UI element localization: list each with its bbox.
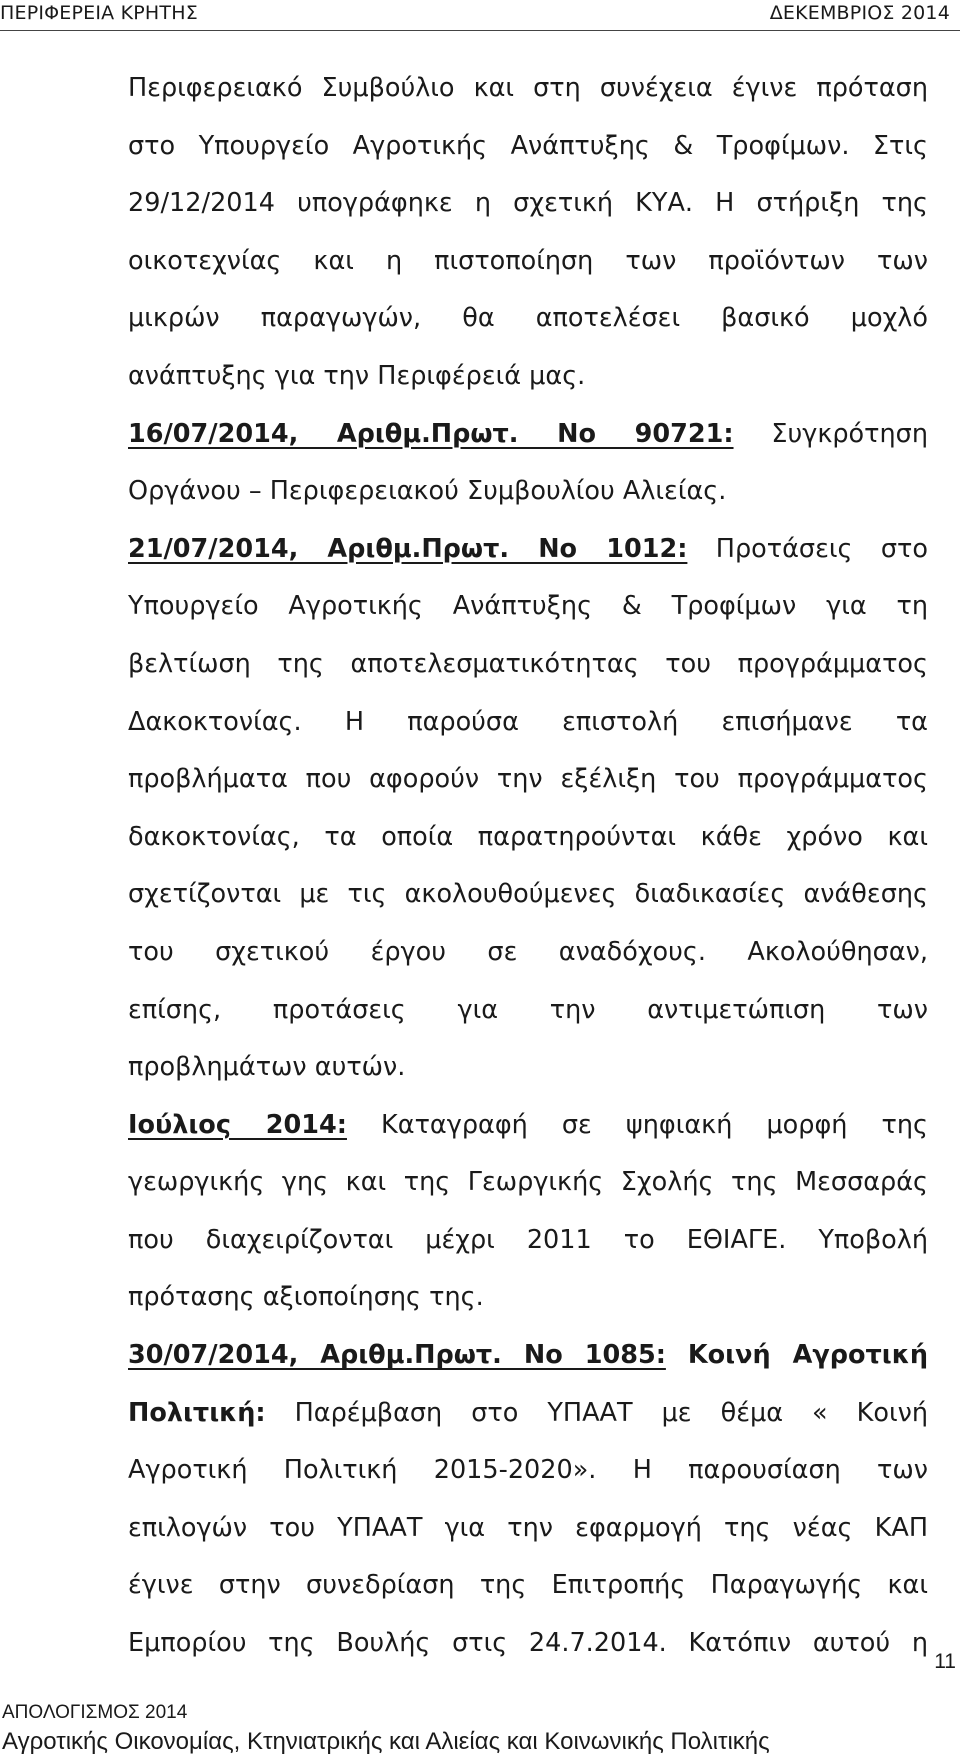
page-header xyxy=(0,0,960,31)
bullet-continuation: επίσης, προτάσεις για την αντιμετώπιση των xyxy=(128,994,928,1025)
paragraph-line: 29/12/2014 υπογράφηκε η σχετική ΚΥΑ. Η στήριξη της xyxy=(128,188,928,219)
bullet-continuation: Δακοκτονίας. Η παρούσα επιστολή επισήμανε τα xyxy=(128,706,928,737)
bullet-item-2 xyxy=(128,521,928,579)
bullet-text: Καταγραφή σε ψηφιακή μορφή της xyxy=(346,1109,928,1140)
bullet-text: Παρέμβαση στο ΥΠΑΑΤ με θέμα « Κοινή xyxy=(265,1397,928,1428)
bullet-continuation: που διαχειρίζονται μέχρι 2011 το ΕΘΙΑΓΕ. Υποβολή xyxy=(128,1224,928,1255)
paragraph-line: μικρών παραγωγών, θα αποτελέσει βασικό μοχλό xyxy=(128,303,928,334)
bullet-continuation: γεωργικής γης και της Γεωργικής Σχολής της Μεσσαράς xyxy=(128,1167,928,1198)
bullet-continuation: πρότασης αξιοποίησης της. xyxy=(128,1282,484,1313)
header-left: ΠΕΡΙΦΕΡΕΙΑ ΚΡΗΤΗΣ xyxy=(0,2,198,24)
bullet-continuation: προβλήματα που αφορούν την εξέλιξη του προγράμματος xyxy=(128,764,928,795)
bullet-reference: 21/07/2014, Αριθμ.Πρωτ. Νο 1012: xyxy=(128,533,688,564)
paragraph-line: Περιφερειακό Συμβούλιο και στη συνέχεια έγινε πρόταση xyxy=(128,73,928,103)
bullet-continuation: δακοκτονίας, τα οποία παρατηρούνται κάθε χρόνο και xyxy=(128,821,928,852)
document-body xyxy=(128,60,928,1673)
footer-title: ΑΠΟΛΟΓΙΣΜΟΣ 2014 xyxy=(2,1702,188,1723)
bullet-reference: 30/07/2014, Αριθμ.Πρωτ. Νο 1085: xyxy=(128,1340,666,1371)
bullet-continuation: προβλημάτων αυτών. xyxy=(128,1052,406,1083)
bullet-bold-text: Κοινή Αγροτική xyxy=(665,1340,928,1371)
bullet-text: Συγκρότηση xyxy=(733,418,928,449)
bullet-continuation: Αγροτική Πολιτική 2015-2020». Η παρουσίαση των xyxy=(128,1455,928,1486)
bullet-continuation: Οργάνου – Περιφερειακού Συμβουλίου Αλιείας. xyxy=(128,476,727,507)
bullet-continuation: Υπουργείο Αγροτικής Ανάπτυξης & Τροφίμων για τη xyxy=(128,591,928,622)
paragraph-line: οικοτεχνίας και η πιστοποίηση των προϊόντων των xyxy=(128,245,928,276)
bullet-continuation: σχετίζονται με τις ακολουθούμενες διαδικασίες ανάθεσης xyxy=(128,879,928,910)
page-number: 11 xyxy=(934,1650,956,1673)
paragraph-line: ανάπτυξης για την Περιφέρειά μας. xyxy=(128,360,586,391)
header-right: ΔΕΚΕΜΒΡΙΟΣ 2014 xyxy=(769,2,950,24)
footer-subtitle: Αγροτικής Οικονομίας, Κτηνιατρικής και Αλιείας και Κοινωνικής Πολιτικής xyxy=(2,1728,770,1755)
bullet-item-1 xyxy=(128,406,928,464)
bullet-continuation: έγινε στην συνεδρίαση της Επιτροπής Παραγωγής και xyxy=(128,1570,928,1601)
bullet-continuation: επιλογών του ΥΠΑΑΤ για την εφαρμογή της νέας ΚΑΠ xyxy=(128,1512,928,1543)
bullet-continuation xyxy=(128,1385,928,1443)
bullet-reference: 16/07/2014, Αριθμ.Πρωτ. Νο 90721: xyxy=(128,418,734,449)
bullet-continuation: βελτίωση της αποτελεσματικότητας του προγράμματος xyxy=(128,648,928,679)
bullet-item-3 xyxy=(128,1097,928,1155)
bullet-continuation: Εμπορίου της Βουλής στις 24.7.2014. Κατόπιν αυτού η xyxy=(128,1628,928,1659)
bullet-bold-text: Πολιτική: xyxy=(128,1397,266,1428)
bullet-reference: Ιούλιος 2014: xyxy=(128,1109,347,1140)
bullet-text: Προτάσεις στο xyxy=(687,533,928,564)
paragraph-line: στο Υπουργείο Αγροτικής Ανάπτυξης & Τροφίμων. Στις xyxy=(128,130,928,161)
bullet-continuation: του σχετικού έργου σε αναδόχους. Ακολούθησαν, xyxy=(128,936,928,967)
bullet-item-4 xyxy=(128,1327,928,1385)
